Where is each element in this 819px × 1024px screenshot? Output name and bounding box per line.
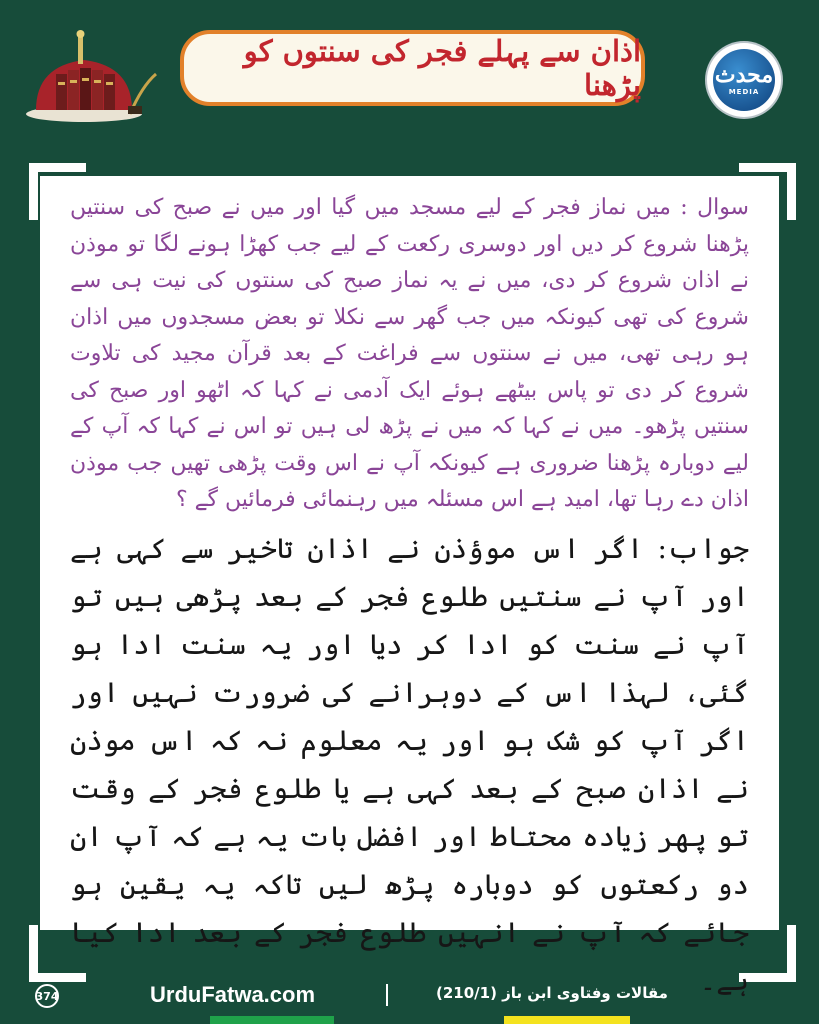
footer-divider <box>386 984 388 1006</box>
page-title: اذان سے پہلے فجر کی سنتوں کو پڑھنا <box>243 34 641 102</box>
answer-text: جواب: اگر اس موؤذن نے اذان تاخیر سے کہی ہے اور آپ نے سنتیں طلوع فجر کے بعد پڑھی ہیں تو آپ نے سنت کو ادا کر دیا اور یہ سنت ادا ہو گئی، لہذا اس کے دوہرانے کی ضرورت نہیں اور اگر آپ کو شک ہو اور یہ معلوم نہ کہ اس موذن نے اذان صبح کے بعد کہی ہے یا طلوع فجر کے وقت تو پھر زیادہ محتاط اور افضل بات یہ ہے کہ آپ ان دو رکعتوں کو دوبارہ پڑھ لیں تاکہ یہ یقین ہو جائے کہ آپ نے انہیں طلوع فجر کے بعد ادا کیا ہے۔ <box>70 531 749 997</box>
books-dome-logo <box>22 26 162 124</box>
logo-subtext: MEDIA <box>728 88 760 96</box>
page-number-badge: 374 <box>35 984 59 1008</box>
title-banner <box>180 30 645 106</box>
logo-text: محدث <box>714 62 774 88</box>
question-text: سوال : میں نماز فجر کے لیے مسجد میں گیا اور میں نے صبح کی سنتیں پڑھنا شروع کر دیں اور دوسری رکعت کے لیے جب کھڑا ہونے لگا تو موذن نے اذان شروع کر دی، میں نے یہ نماز صبح کی سنتوں کی نیت ہی سے شروع کی تھی کیونکہ میں جب گھر سے نکلا تو بعض مسجدوں میں اذان ہو رہی تھی، میں نے سنتوں سے فراغت کے بعد قرآن مجید کی تلاوت شروع کر دی تو پاس بیٹھے ہوئے ایک آدمی نے کہا کہ اٹھو اور صبح کی سنتیں پڑھو۔ میں نے کہا کہ میں نے پڑھ لی ہیں تو اس نے کہا کہ آپ کے لیے دوبارہ پڑھنا ضروری ہے کیونکہ آپ نے اس وقت پڑھی تھیں جب موذن اذان دے رہا تھا، امید ہے اس مسئلہ میں رہنمائی فرمائیں گے ؟ <box>70 195 749 512</box>
footer-accent-yellow <box>504 1016 630 1024</box>
logo-globe-icon <box>713 49 775 111</box>
footer-accent-green <box>210 1016 334 1024</box>
website-link[interactable]: UrduFatwa.com <box>150 982 316 1007</box>
reference-citation: مقالات وفتاوی ابن باز (210/1) <box>436 984 668 1002</box>
muhaddis-media-logo <box>707 43 781 117</box>
